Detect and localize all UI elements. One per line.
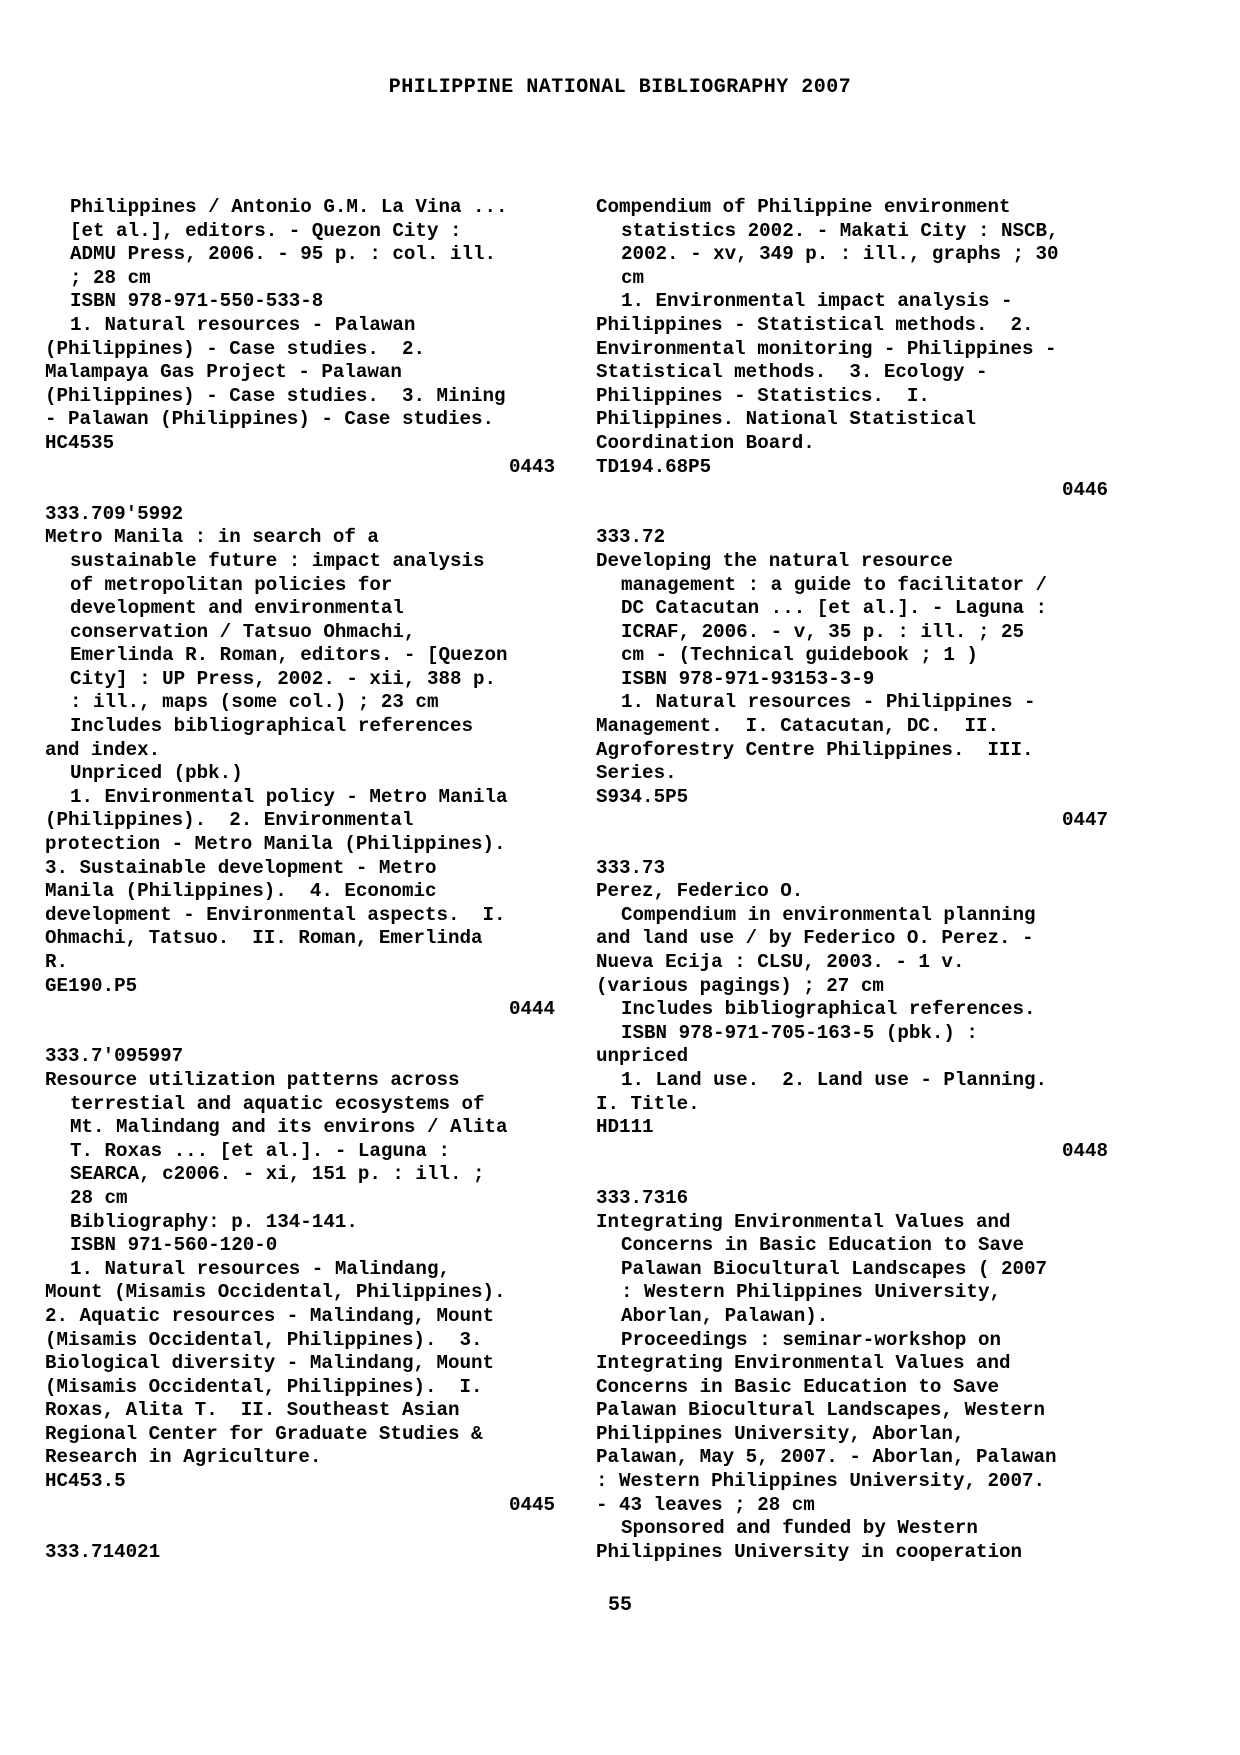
text-line: Palawan, May 5, 2007. - Aborlan, Palawan (596, 1446, 1057, 1469)
text-line: ADMU Press, 2006. - 95 p. : col. ill. (70, 243, 497, 266)
text-line: Concerns in Basic Education to Save (596, 1375, 1000, 1398)
text-line: 2002. - xv, 349 p. : ill., graphs ; 30 (621, 243, 1059, 266)
text-line: ISBN 978-971-93153-3-9 (621, 667, 875, 690)
text-line: Agroforestry Centre Philippines. III. (596, 738, 1034, 761)
text-line: and land use / by Federico O. Perez. - (596, 927, 1034, 950)
text-line: 1. Environmental impact analysis - (621, 290, 1013, 313)
text-line: Emerlinda R. Roman, editors. - [Quezon (70, 644, 508, 667)
text-line: 1. Land use. 2. Land use - Planning. (621, 1068, 1048, 1091)
text-line: (various pagings) ; 27 cm (596, 974, 884, 997)
text-line: SEARCA, c2006. - xi, 151 p. : ill. ; (70, 1163, 485, 1186)
text-line: GE190.P5 (45, 974, 138, 997)
entry-number: 0447 (1061, 809, 1108, 832)
left-column (45, 196, 555, 1564)
text-line: Philippines University, Aborlan, (596, 1422, 965, 1445)
text-line: statistics 2002. - Makati City : NSCB, (621, 219, 1059, 242)
text-line: T. Roxas ... [et al.]. - Laguna : (70, 1139, 450, 1162)
text-line: 28 cm (70, 1186, 128, 1209)
spacer (45, 479, 555, 503)
text-line: Philippines University in cooperation (596, 1540, 1023, 1563)
text-line: : Western Philippines University, (621, 1281, 1001, 1304)
text-line: Nueva Ecija : CLSU, 2003. - 1 v. (596, 951, 965, 973)
text-line: 1. Natural resources - Philippines - (621, 691, 1036, 714)
text-line: Malampaya Gas Project - Palawan (45, 361, 402, 384)
text-line: Metro Manila : in search of a (45, 526, 379, 549)
text-line: 333.73 (596, 856, 666, 879)
text-line: 333.7316 (596, 1186, 689, 1209)
text-line: - Palawan (Philippines) - Case studies. (45, 408, 495, 431)
text-line: 333.714021 (45, 1540, 161, 1563)
text-line: R. (45, 951, 69, 973)
text-line: 333.72 (596, 526, 666, 549)
text-line: Statistical methods. 3. Ecology - (596, 361, 988, 384)
text-line: Series. (596, 762, 677, 785)
text-line: ISBN 978-971-550-533-8 (70, 290, 324, 313)
text-line: I. Title. (596, 1092, 700, 1115)
text-line: Integrating Environmental Values and (596, 1352, 1011, 1375)
text-line: Includes bibliographical references (70, 715, 474, 738)
text-line: HC4535 (45, 431, 115, 454)
text-line: Ohmachi, Tatsuo. II. Roman, Emerlinda (45, 927, 483, 950)
text-line: Mount (Misamis Occidental, Philippines). (45, 1281, 506, 1304)
entry-number: 0443 (508, 455, 555, 478)
text-line: Sponsored and funded by Western (621, 1517, 978, 1540)
text-line: cm - (Technical guidebook ; 1 ) (621, 644, 978, 667)
page-number: 55 (607, 1594, 632, 1617)
text-line: HD111 (596, 1116, 654, 1139)
text-line: Biological diversity - Malindang, Mount (45, 1352, 495, 1375)
text-line: Proceedings : seminar-workshop on (621, 1328, 1001, 1351)
text-line: 2. Aquatic resources - Malindang, Mount (45, 1304, 495, 1327)
text-line: Compendium in environmental planning (621, 903, 1036, 926)
text-line: Philippines / Antonio G.M. La Vina ... (70, 196, 508, 218)
text-line: Coordination Board. (596, 431, 815, 454)
text-line: DC Catacutan ... [et al.]. - Laguna : (621, 597, 1048, 620)
text-line: ISBN 971-560-120-0 (70, 1234, 278, 1257)
text-line: TD194.68P5 (596, 455, 712, 478)
text-line: (Philippines) - Case studies. 3. Mining (45, 384, 506, 407)
spacer (596, 503, 1108, 527)
text-line: 1. Natural resources - Palawan (70, 313, 416, 336)
entry-number: 0444 (508, 998, 555, 1021)
text-line: Management. I. Catacutan, DC. II. (596, 715, 1000, 738)
text-line: Environmental monitoring - Philippines - (596, 337, 1057, 360)
text-line: S934.5P5 (596, 785, 689, 808)
text-line: ICRAF, 2006. - v, 35 p. : ill. ; 25 (621, 620, 1025, 643)
text-line: 1. Environmental policy - Metro Manila (70, 785, 508, 808)
text-line: Philippines - Statistical methods. 2. (596, 313, 1034, 336)
text-line: Perez, Federico O. (596, 880, 804, 903)
spacer (596, 1163, 1108, 1187)
text-line: 333.709'5992 (45, 502, 184, 525)
text-line: unpriced (596, 1045, 689, 1068)
spacer (596, 833, 1108, 857)
text-line: ; 28 cm (70, 266, 151, 289)
text-line: conservation / Tatsuo Ohmachi, (70, 620, 416, 643)
text-line: - 43 leaves ; 28 cm (596, 1493, 815, 1516)
running-header: PHILIPPINE NATIONAL BIBLIOGRAPHY 2007 (388, 76, 852, 99)
entry-number: 0445 (508, 1493, 555, 1516)
text-line: Palawan Biocultural Landscapes, Western (596, 1399, 1046, 1422)
text-line: (Philippines) - Case studies. 2. (45, 337, 425, 360)
text-line: Philippines. National Statistical (596, 408, 976, 431)
text-line: : ill., maps (some col.) ; 23 cm (70, 691, 439, 714)
spacer (45, 1022, 555, 1046)
text-line: 3. Sustainable development - Metro (45, 856, 437, 879)
text-line: 1. Natural resources - Malindang, (70, 1257, 450, 1280)
right-column (596, 196, 1108, 1564)
text-line: cm (621, 266, 645, 289)
text-line: (Philippines). 2. Environmental (45, 809, 414, 832)
text-line: Integrating Environmental Values and (596, 1210, 1011, 1233)
text-line: Unpriced (pbk.) (70, 762, 243, 785)
text-line: development and environmental (70, 597, 404, 620)
text-line: and index. (45, 738, 161, 761)
text-line: Manila (Philippines). 4. Economic (45, 880, 437, 903)
text-line: of metropolitan policies for (70, 573, 393, 596)
entry-number: 0446 (1061, 479, 1108, 502)
text-line: Roxas, Alita T. II. Southeast Asian (45, 1399, 460, 1422)
text-line: City] : UP Press, 2002. - xii, 388 p. (70, 667, 497, 690)
text-line: : Western Philippines University, 2007. (596, 1470, 1046, 1493)
text-line: Compendium of Philippine environment (596, 196, 1011, 218)
text-line: Developing the natural resource (596, 549, 953, 572)
text-line: protection - Metro Manila (Philippines). (45, 833, 506, 856)
text-line: (Misamis Occidental, Philippines). I. (45, 1375, 483, 1398)
text-line: Concerns in Basic Education to Save (621, 1234, 1025, 1257)
entry-number: 0448 (1061, 1139, 1108, 1162)
text-line: ISBN 978-971-705-163-5 (pbk.) : (621, 1021, 978, 1044)
text-line: Regional Center for Graduate Studies & (45, 1422, 483, 1445)
text-line: sustainable future : impact analysis (70, 549, 485, 572)
text-line: [et al.], editors. - Quezon City : (70, 219, 462, 242)
text-line: Palawan Biocultural Landscapes ( 2007 (621, 1257, 1048, 1280)
text-line: terrestial and aquatic ecosystems of (70, 1092, 485, 1115)
text-line: 333.7'095997 (45, 1045, 184, 1068)
text-line: development - Environmental aspects. I. (45, 903, 506, 926)
spacer (45, 1517, 555, 1541)
text-line: Resource utilization patterns across (45, 1068, 460, 1091)
text-line: Includes bibliographical references. (621, 998, 1036, 1021)
text-line: Mt. Malindang and its environs / Alita (70, 1116, 508, 1139)
text-line: Aborlan, Palawan). (621, 1304, 829, 1327)
text-line: (Misamis Occidental, Philippines). 3. (45, 1328, 483, 1351)
text-line: Research in Agriculture. (45, 1446, 322, 1469)
text-line: Bibliography: p. 134-141. (70, 1210, 358, 1233)
text-line: Philippines - Statistics. I. (596, 384, 930, 407)
text-line: HC453.5 (45, 1470, 126, 1493)
text-line: management : a guide to facilitator / (621, 573, 1048, 596)
